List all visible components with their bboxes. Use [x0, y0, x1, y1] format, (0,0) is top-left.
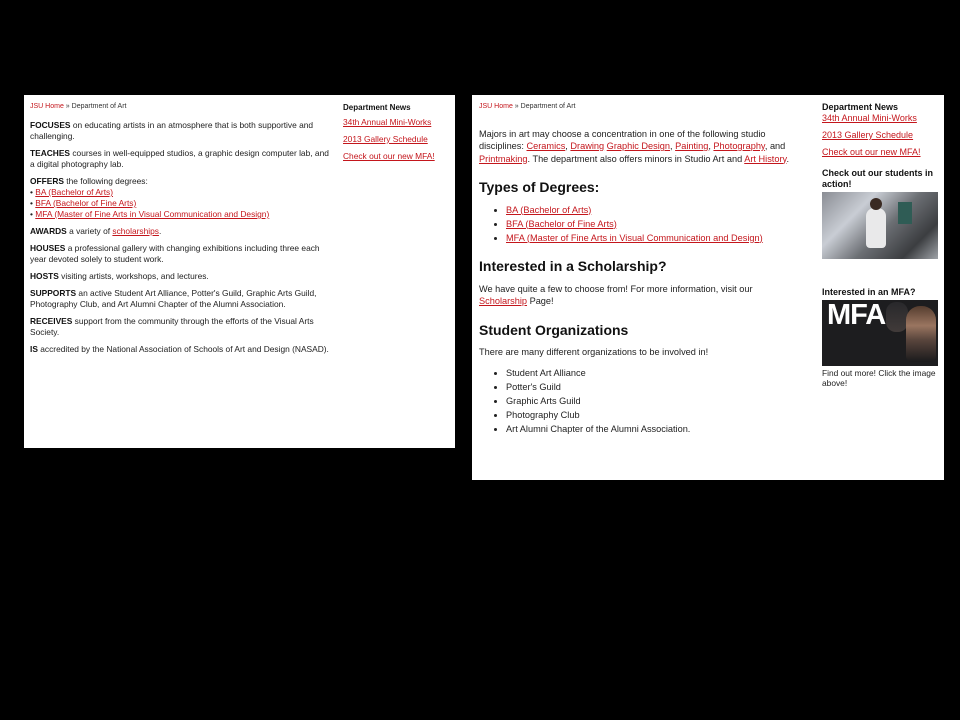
breadcrumb-home-link[interactable]: JSU Home [30, 103, 64, 110]
art-history-link[interactable]: Art History [744, 153, 787, 164]
student-head [870, 198, 882, 210]
students-heading: Check out our students in action! [822, 168, 934, 189]
scholarship-link[interactable]: Scholarship [479, 296, 528, 306]
breadcrumb-current: Department of Art [71, 103, 127, 110]
list-item: • Photography Club [506, 409, 799, 422]
list-item [506, 218, 799, 231]
graphic-design-link[interactable]: Graphic Design [606, 141, 670, 151]
list-item: • Potter's Guild [506, 381, 799, 394]
ceramics-link[interactable]: Ceramics [526, 141, 566, 151]
focuses-text: FOCUSES on educating artists in an atmosphere that is both supportive and challenging. [30, 120, 314, 141]
mfa-image-text: MFA [827, 300, 886, 331]
hosts-text: HOSTS visiting artists, workshops, and lectures. [30, 271, 209, 281]
breadcrumb-home-link[interactable]: JSU Home [479, 103, 513, 110]
scholarships-link[interactable]: scholarships [112, 226, 159, 236]
degree-link-ba[interactable]: BA (Bachelor of Arts) [506, 204, 592, 215]
degree-link-ba[interactable]: BA (Bachelor of Arts) [35, 187, 113, 197]
supports-text: SUPPORTS an active Student Art Alliance, Potter's Guild, Graphic Arts Guild, Photography Club, and Art Alumni Chapter of the Alumni Association. [30, 288, 317, 309]
orgs-heading: Student Organizations [479, 321, 629, 338]
orgs-list [479, 367, 799, 436]
scholarship-heading: Interested in a Scholarship? [479, 258, 667, 274]
students-photo[interactable] [822, 192, 938, 259]
degree-link-mfa[interactable]: MFA (Master of Fine Arts in Visual Communication and Design) [506, 232, 763, 243]
scholarship-paragraph: We have quite a few to choose from! For more information, visit our Scholarship Page! [479, 283, 753, 306]
mfa-caption: Find out more! Click the image above! [822, 368, 936, 388]
degree-link-bfa[interactable]: BFA (Bachelor of Fine Arts) [35, 198, 137, 208]
degree-link-mfa[interactable]: MFA (Master of Fine Arts in Visual Communication and Design) [35, 209, 270, 219]
news-link-gallery-schedule[interactable]: 2013 Gallery Schedule [822, 130, 914, 140]
sidebar-title: Department News [343, 103, 411, 112]
list-item [506, 232, 799, 245]
breadcrumb: JSU Home » Department of Art [30, 103, 127, 110]
right-sidebar [822, 102, 940, 388]
drawing-link[interactable]: Drawing [570, 141, 605, 151]
news-link-new-mfa[interactable]: Check out our new MFA! [822, 147, 921, 157]
printmaking-link[interactable]: Printmaking [479, 153, 528, 164]
news-link-new-mfa[interactable]: Check out our new MFA! [343, 151, 435, 161]
student-figure [866, 208, 886, 248]
news-link-mini-works[interactable]: 34th Annual Mini-Works [822, 113, 917, 123]
sidebar-title: Department News [822, 102, 899, 112]
degrees-list [479, 204, 799, 245]
news-link-mini-works[interactable]: 34th Annual Mini-Works [343, 117, 432, 127]
mfa-heading: Interested in an MFA? [822, 287, 916, 297]
degrees-heading: Types of Degrees: [479, 179, 600, 195]
left-sidebar [343, 102, 451, 168]
right-page-screenshot [472, 95, 944, 480]
breadcrumb: JSU Home » Department of Art [479, 103, 576, 110]
intro-paragraph: Majors in art may choose a concentration in one of the following studio disciplines: Ceramics, Drawing Graphic Design, Painting, Photography, and Printmaking. The department also offers minors in Studio Art and Art History. [479, 128, 789, 164]
degree-link-bfa[interactable]: BFA (Bachelor of Fine Arts) [506, 218, 617, 229]
painting-link[interactable]: Painting [675, 141, 709, 151]
list-item: • Student Art Alliance [506, 367, 799, 380]
is-text: IS accredited by the National Association of Schools of Art and Design (NASAD). [30, 344, 329, 354]
breadcrumb-current: Department of Art [520, 103, 576, 110]
mfa-photo-person [906, 306, 936, 362]
photography-link[interactable]: Photography [713, 141, 765, 151]
left-page-screenshot [24, 95, 455, 448]
mfa-photo-background-person [886, 302, 908, 332]
receives-text: RECEIVES support from the community through the efforts of the Visual Arts Society. [30, 316, 314, 337]
offers-text: OFFERS the following degrees: • BA (Bachelor of Arts) • BFA (Bachelor of Fine Arts) • MFA (Master of Fine Arts in Visual Communication and Design) [30, 176, 270, 219]
teaches-text: TEACHES courses in well-equipped studios, a graphic design computer lab, and a digital photography lab. [30, 148, 329, 169]
list-item: • Art Alumni Chapter of the Alumni Association. [506, 423, 799, 436]
left-main-content [30, 101, 330, 361]
awards-text: AWARDS a variety of scholarships. [30, 226, 162, 236]
list-item [506, 204, 799, 217]
orgs-intro: There are many different organizations to be involved in! [479, 347, 709, 357]
right-main-content [479, 101, 799, 437]
easel-canvas [898, 202, 912, 224]
list-item: • Graphic Arts Guild [506, 395, 799, 408]
mfa-image-link[interactable] [822, 300, 938, 366]
houses-text: HOUSES a professional gallery with changing exhibitions including three each year devoted solely to student work. [30, 243, 320, 264]
news-link-gallery-schedule[interactable]: 2013 Gallery Schedule [343, 134, 428, 144]
